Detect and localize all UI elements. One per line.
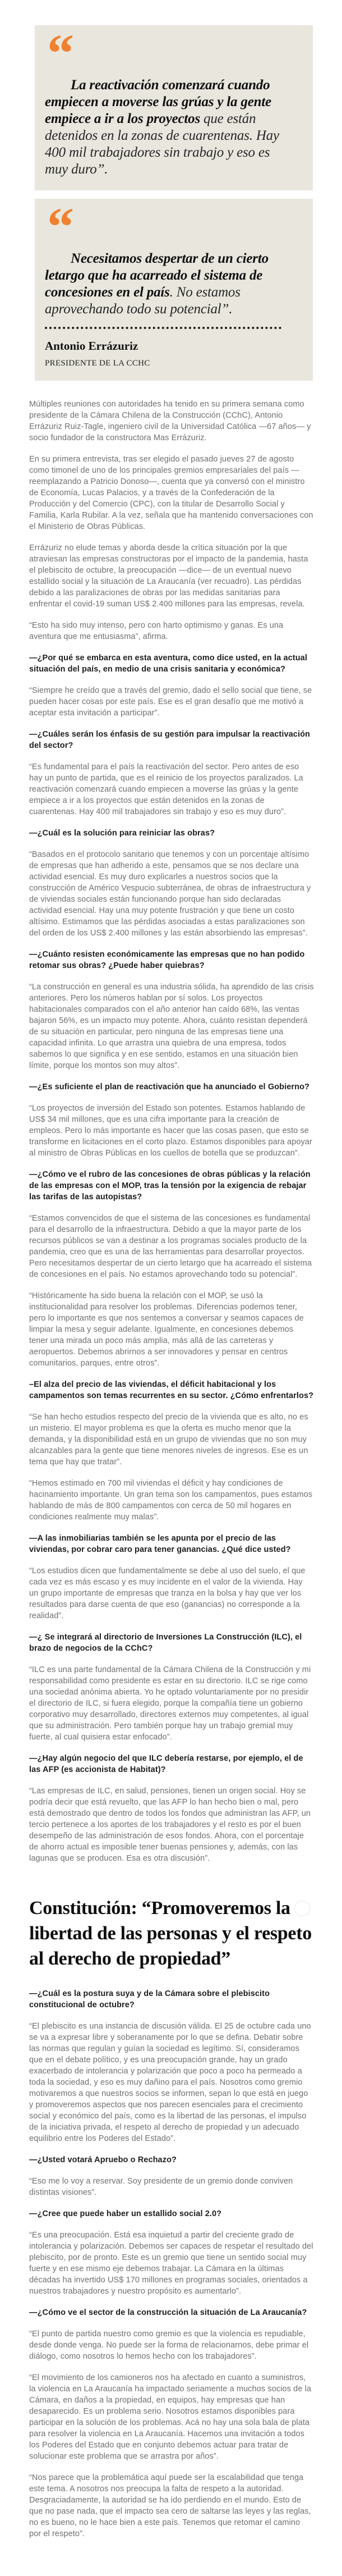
intro-paragraph: Errázuriz no elude temas y aborda desde la crítica situación por la que atraviesan las empresas constructoras por el impacto de la pandemia, hasta el plebiscito de octubre, la preocupación —dice— de un eventual nuevo estallido social y la situación de La Araucanía (ver recuadro). Las pérdidas debido a las paralizaciones de obras por las medidas sanitarias para enfrentar el covid-19 suman US$ 2.400 millones para las empresas, revela. xyxy=(29,543,308,609)
interview-answer: “Las empresas de ILC, en salud, pensiones, tienen un origen social. Hoy se podría decir que está revuelto, que las AFP lo han hecho bien o mal, pero está demostrado que dentro de todos los fondos que administran las AFP, un tercio pertenece a los aportes de los trabajadores y el resto es por el buen desempeño de las administración de esos fondos. Ahora, con el porcentaje de ahorro actual es imposible tener buenas pensiones y, además, con las lagunas que se producen. Esa es otra discusión”. xyxy=(29,1787,311,1863)
quote-mark-icon: “ xyxy=(47,197,74,257)
pull-quote-card-1 xyxy=(35,25,313,190)
dotted-divider xyxy=(45,327,281,329)
intro-paragraph: Múltiples reuniones con autoridades ha tenido en su primera semana como presidente de la Cámara Chilena de la Construcción (CChC), Antonio Errázuriz Ruiz-Tagle, ingeniero civil de la Universidad Católica —67 años— y socio fundador de la constructora Mas Errázuriz. xyxy=(29,400,311,442)
interview-question: —A las inmobiliarias también se les apunta por el precio de las viviendas, por cobrar caro para tener ganancias. ¿Qué dice usted? xyxy=(29,1534,291,1554)
interview-answer: “El plebiscito es una instancia de discusión válida. El 25 de octubre cada uno se va a expresar libre y soberanamente por lo que se defina. Debatir sobre las normas que regulan y guían la sociedad es legítimo. Sí, consideramos que en el debate político, y es una preocupación grande, hay un grado exacerbado de intolerancia y polarización que poco a poco ha permeado a toda la sociedad, y eso es muy dañino para el país. Nosotros como gremio motivaremos a que nuestros socios se informen, sepan lo que está en juego y promoveremos aspectos que nos parecen esenciales para el crecimiento social y económico del país, como es la libertad de las personas, el impulso de la iniciativa privada, el respeto al derecho de propiedad y un adecuado equilibrio entre los Poderes del Estado”. xyxy=(29,2022,311,2143)
pull-quote-card-2 xyxy=(35,199,313,381)
interview-answer: “Basados en el protocolo sanitario que tenemos y con un porcentaje altísimo de empresas que han adherido a este, pensamos que se nos declare una actividad esencial. Es muy duro explicarles a nuestros socios que la construcción de Américo Vespucio subterránea, de obras de infraestructura y de viviendas sociales están funcionando porque han sido declaradas actividad esencial. Hay una muy potente frustración y que tiene un costo altísimo. Estimamos que las pérdidas asociadas a estas paralizaciones son del orden de los US$ 2.400 millones y las están absorbiendo las empresas”. xyxy=(29,850,311,938)
author-role: PRESIDENTE DE LA CCHC xyxy=(45,359,150,368)
pull-quote-regular: que están detenidos en la zonas de cuarentenas. Hay 400 mil trabajadores sin trabajo y eso es muy duro”. xyxy=(45,111,279,177)
interview-question: —¿ Se integrará al directorio de Inversiones La Construcción (ILC), el brazo de negocios de la CChC? xyxy=(29,1633,302,1653)
section-heading: Constitución: “Promoveremos la libertad de las personas y el respeto al derecho de propiedad” xyxy=(29,1898,312,1969)
article-body xyxy=(29,399,314,2540)
interview-answer: “Nos parece que la problemática aquí puede ser la escalabilidad que tenga este tema. A nosotros nos preocupa la falta de respeto a la autoridad. Desgraciadamente, la autoridad se ha ido perdiendo en el mundo. Esto de que no pase nada, que el impacto sea cero de saltarse las leyes y las reglas, no es bueno, no le hace bien a este país. Tenemos que retomar el camino por el respeto”. xyxy=(29,2473,311,2538)
floating-circle-decoration xyxy=(294,1900,311,1917)
interview-question: —¿Cuál es la solución para reiniciar las obras? xyxy=(29,829,215,838)
interview-answer: “Los estudios dicen que fundamentalmente se debe al uso del suelo, el que cada vez es más escaso y es muy incidente en el valor de la vivienda. Hay un grupo importante de empresas que tranza en la bolsa y hay que ver los resultados para darse cuenta de que eso (ganancias) no corresponde a la realidad”. xyxy=(29,1566,306,1620)
interview-question: —¿Cómo ve el rubro de las concesiones de obras públicas y la relación de las empresas con el MOP, tras la tensión por la exigencia de rebajar las tarifas de las autopistas? xyxy=(29,1170,311,1202)
interview-answer: “Es fundamental para el país la reactivación del sector. Pero antes de eso hay un punto de partida, que es el reinicio de los proyectos paralizados. La reactivación comenzará cuando empiecen a moverse las grúas y la gente empiece a ir a los proyectos que están detenidos en la zonas de cuarentenas. Hay 400 mil trabajadores sin trabajo y eso es muy duro”. xyxy=(29,762,303,816)
intro-paragraph: “Esto ha sido muy intenso, pero con harto optimismo y ganas. Es una aventura que me entusiasma”, afirma. xyxy=(29,621,284,641)
interview-question: —¿Es suficiente el plan de reactivación que ha anunciado el Gobierno? xyxy=(29,1083,310,1091)
interview-answer: “Se han hecho estudios respecto del precio de la vivienda que es alto, no es un misterio. El mayor problema es que la oferta es mucho menor que la demanda, y la disponibilidad está en un grupo de viviendas que no son muy alcanzables para la gente que tiene menores niveles de ingresos. Ese es un tema que hay que tratar”. xyxy=(29,1413,308,1467)
interview-answer: “Es una preocupación. Está esa inquietud a partir del creciente grado de intolerancia y polarización. Debemos ser capaces de respetar el resultado del plebiscito, por de pronto. Este es un gremio que tiene un sentido social muy fuerte y en ese mismo eje debemos trabajar. La Cámara en la últimas décadas ha invertido US$ 170 millones en programas sociales, orientados a nuestros trabajadores y nuestro propósito es aumentarlo”. xyxy=(29,2231,313,2296)
interview-question: –El alza del precio de las viviendas, el déficit habitacional y los campamentos son temas recurrentes en su sector. ¿Cómo enfrentarlos? xyxy=(29,1380,314,1400)
interview-answer: “El movimiento de los camioneros nos ha afectado en cuanto a suministros, la violencia en La Araucanía ha impactado seriamente a muchos socios de la Cámara, en daños a la propiedad, en equipos, hay empresas que han desaparecido. Es un problema serio. Nosotros estamos disponibles para participar en la solución de los problemas. Acá no hay una sola bala de plata para resolver la violencia en La Araucanía. Hacemos una invitación a todos los Poderes del Estado que en conjunto debemos actuar para tratar de solucionar este problema que se arrastra por años”. xyxy=(29,2373,312,2461)
interview-answer: “El punto de partida nuestro como gremio es que la violencia es repudiable, desde donde venga. No puede ser la forma de relacionarnos, debe primar el diálogo, como nosotros lo hemos hecho con los trabajadores”. xyxy=(29,2330,309,2361)
quote-mark-icon: “ xyxy=(47,23,74,83)
interview-answer: “Siempre he creído que a través del gremio, dado el sello social que tiene, se pueden hacer cosas por este país. Ese es el gran desafío que me motivó a aceptar esta invitación a participar”. xyxy=(29,686,312,718)
interview-answer: “Eso me lo voy a reservar. Soy presidente de un gremio donde conviven distintas visiones”. xyxy=(29,2177,293,2197)
interview-question: —¿Cómo ve el sector de la construcción la situación de La Araucanía? xyxy=(29,2308,307,2317)
interview-answer: “ILC es una parte fundamental de la Cámara Chilena de la Construcción y mi responsabilidad como presidente es estar en su directorio. ILC se rige como una sociedad anónima abierta. Yo he optado voluntariamente por no presidir el directorio de ILC, si fuera elegido, porque la compañía tiene un gobierno corporativo muy desarrollado, directores externos muy competentes, al igual que su administración. Pero también porque hay un trabajo gremial muy fuerte, al cual quisiera estar enfocado”. xyxy=(29,1665,311,1742)
interview-question: —¿Por qué se embarca en esta aventura, como dice usted, en la actual situación del país, en medio de una crisis sanitaria y económica? xyxy=(29,654,307,674)
interview-question: —¿Usted votará Apruebo o Rechazo? xyxy=(29,2155,177,2164)
interview-answer: “Históricamente ha sido buena la relación con el MOP, se usó la institucionalidad para resolver los problemas. Diferencias podemos tener, pero lo importante es que nos sentemos a conversar y seamos capaces de limpiar la mesa y seguir adelante. Igualmente, en concesiones debemos tener una mirada un poco más amplia, más allá de las carreteras y aeropuertos. Debemos abrirnos a ser innovadores y pensar en centros comunitarios, parques, entre otros”. xyxy=(29,1291,304,1368)
interview-question: —¿Hay algún negocio del que ILC debería restarse, por ejemplo, el de las AFP (es accionista de Habitat)? xyxy=(29,1754,303,1774)
interview-question: —¿Cuál es la postura suya y de la Cámara sobre el plebiscito constitucional de octubre? xyxy=(29,1989,270,2009)
pull-quote-text xyxy=(45,250,284,318)
intro-paragraph: En su primera entrevista, tras ser elegido el pasado jueves 27 de agosto como timonel de uno de los principales gremios empresariales del país —reemplazando a Patricio Donoso—, cuenta que ya conversó con el ministro de Economía, Lucas Palacios, y a través de la Confederación de la Producción y del Comercio (CPC), con la titular de Desarrollo Social y Familia, Karla Rubilar. A la vez, señala que ha mantenido conversaciones con el Ministerio de Obras Públicas. xyxy=(29,455,313,531)
interview-question: —¿Cuáles serán los énfasis de su gestión para impulsar la reactivación del sector? xyxy=(29,730,310,750)
pull-quote-regular: . No estamos aprovechando todo su potencial”. xyxy=(45,285,241,317)
interview-answer: “Estamos convencidos de que el sistema de las concesiones es fundamental para el desarrollo de la infraestructura. Debido a que la mayor parte de los recursos públicos se van a destinar a los programas sociales producto de la pandemia, creo que es una de las herramientas para desarrollar proyectos. Pero necesitamos despertar de un cierto letargo que ha acarreado el sistema de concesiones en el país. No estamos aprovechando todo su potencial”. xyxy=(29,1214,312,1279)
pull-quote-bold: Necesitamos despertar de un cierto letargo que ha acarreado el sistema de concesiones en el país xyxy=(45,251,269,300)
interview-answer: “Los proyectos de inversión del Estado son potentes. Estamos hablando de US$ 34 mil millones, que es una cifra importante para la creación de empleos. Pero lo más importante es hacer que las cosas pasen, que esto se transforme en licitaciones en el corto plazo. Estamos disponibles para apoyar al ministro de Obras Públicas en los cuellos de botella que se produzcan”. xyxy=(29,1104,312,1158)
interview-answer: “La construcción en general es una industria sólida, ha aprendido de las crisis anteriores. Pero los números hablan por sí solos. Los proyectos habitacionales comparados con el año anterior han caído 68%, las ventas bajaron 56%, es un impacto muy potente. Ahora, cuánto resistan dependerá de su situación en particular, pero ninguna de las empresas tiene una capacidad infinita. Lo que arrastra una quiebra de una empresa, todos sabemos lo que significa y en ese sentido, estamos en una situación bien límite, porque los montos son muy altos”. xyxy=(29,983,314,1070)
pull-quote-bold: La reactivación comenzará cuando empiecen a moverse las grúas y la gente empiece a ir a los proyectos xyxy=(45,77,271,126)
interview-answer: “Hemos estimado en 700 mil viviendas el déficit y hay condiciones de hacinamiento importante. Un gran tema son los campamentos, pues estamos hablando de más de 800 campamentos con cerca de 50 mil hogares en condiciones realmente muy malas”. xyxy=(29,1479,313,1522)
pull-quote-text xyxy=(45,77,284,178)
interview-question: —¿Cree que puede haber un estallido social 2.0? xyxy=(29,2209,222,2218)
interview-question: —¿Cuánto resisten económicamente las empresas que no han podido retomar sus obras? ¿Puede haber quiebras? xyxy=(29,950,305,970)
author-name: Antonio Errázuriz xyxy=(45,339,138,353)
